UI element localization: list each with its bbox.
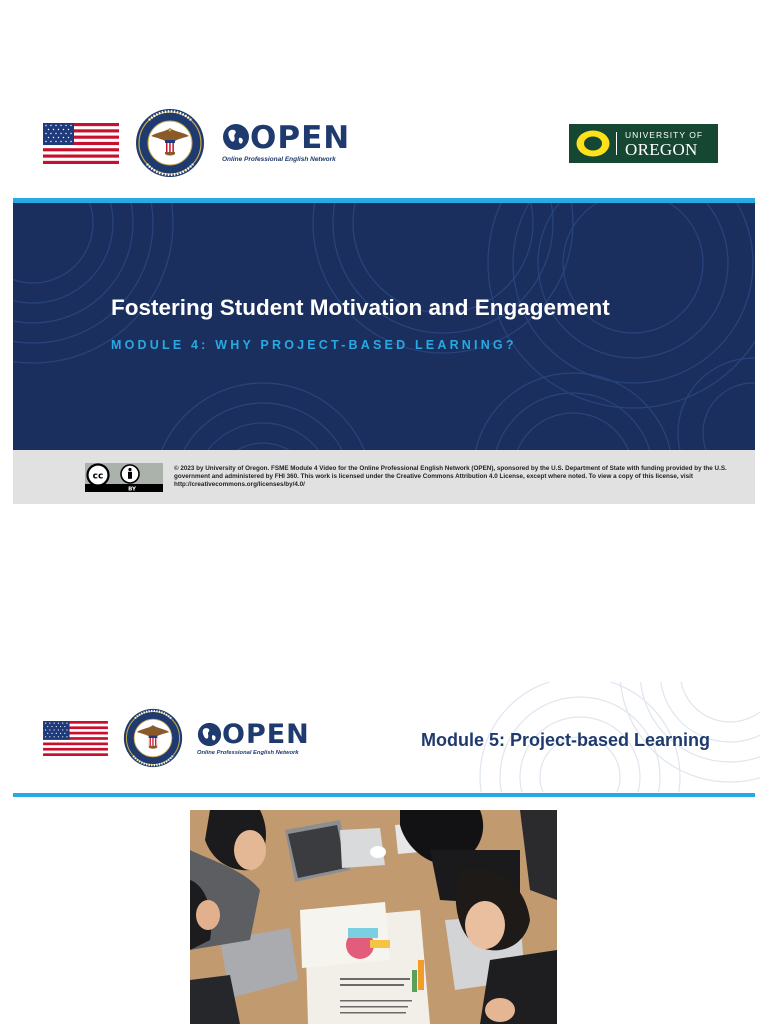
attribution-icon: [121, 465, 139, 483]
license-text: © 2023 by University of Oregon. FSME Module 4 Video for the Online Professional English Network (OPEN), sponsored by the U.S. Department of State with funding provided by the U.S. government and administered by FHI 360. This work is licensed under the Creative Commons Attribution 4.0 License, except where noted. To view a copy of this license, visit http://creativecommons.org/licenses/by/4.0/: [174, 465, 727, 489]
state-department-seal-icon: [135, 108, 205, 178]
globe-icon: [197, 722, 222, 747]
title-banner: [13, 198, 755, 450]
globe-icon: [222, 123, 250, 151]
title-slide-module-5: [0, 670, 768, 1024]
us-flag-icon: [43, 721, 108, 756]
students-collaborating-photo: [190, 810, 557, 1024]
header-divider: [13, 793, 755, 797]
slide-title: Fostering Student Motivation and Engagement: [111, 295, 610, 320]
university-of-label: UNIVERSITY OF: [625, 130, 704, 140]
oregon-label: OREGON: [625, 140, 698, 159]
license-footer: [13, 450, 755, 504]
license-badge-label: BY: [128, 486, 136, 492]
slide-title: Module 5: Project-based Learning: [421, 730, 711, 750]
creative-commons-badge: [85, 463, 163, 492]
open-logo-subtitle: Online Professional English Network: [197, 750, 299, 756]
open-logo-wordmark: OPEN: [222, 719, 310, 750]
svg-text:cc: cc: [92, 471, 104, 482]
module-subtitle: MODULE 4: WHY PROJECT-BASED LEARNING?: [111, 338, 517, 352]
open-logo-subtitle: Online Professional English Network: [222, 156, 336, 163]
open-logo-wordmark: OPEN: [250, 120, 351, 156]
oregon-o-icon: [575, 129, 611, 158]
state-department-seal-icon: [123, 708, 183, 768]
creative-commons-icon: [88, 465, 109, 486]
us-flag-icon: [43, 123, 119, 164]
university-of-oregon-logo: [569, 124, 718, 163]
decorative-arcs: [13, 203, 755, 450]
